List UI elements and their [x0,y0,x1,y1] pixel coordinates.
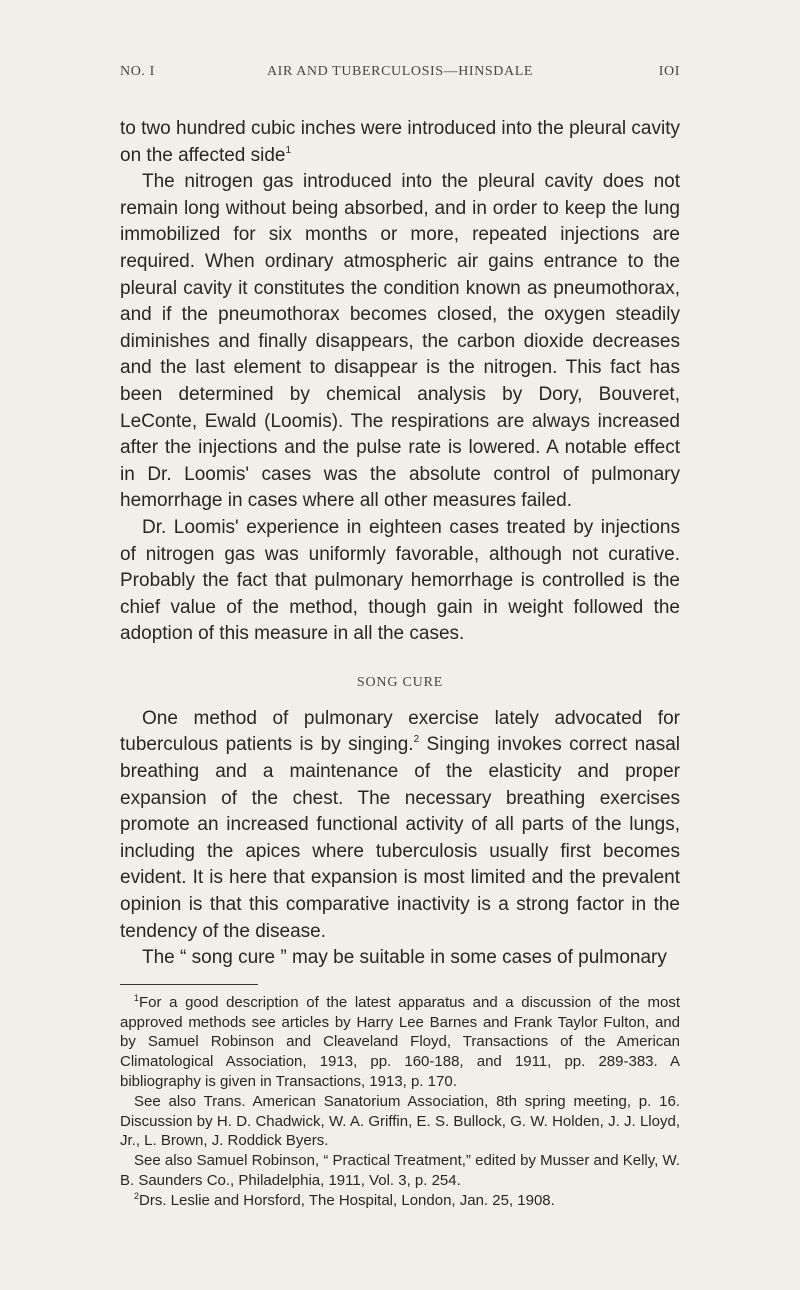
paragraph-text: to two hundred cubic inches were introduced into the pleural cavity on the affected side [120,118,680,166]
footnote: See also Samuel Robinson, “ Practical Treatment,” edited by Musser and Kelly, W. B. Saunders Co., Philadelphia, 1911, Vol. 3, p. 254. [120,1152,680,1189]
paragraph [120,116,680,169]
issue-number: NO. I [120,64,155,79]
footnote [120,993,680,1092]
paragraph: The nitrogen gas introduced into the pleural cavity does not remain long without being absorbed, and in order to keep the lung immobilized for six months or more, repeated injections are required. When ordinary atmospheric air gains entrance to the pleural cavity it constitutes the condition known as pneumothorax, and if the pneumothorax becomes closed, the oxygen steadily diminishes and finally disappears, the carbon dioxide decreases and the last element to disappear is the nitrogen. This fact has been determined by chemical analysis by Dory, Bouveret, LeConte, Ewald (Loomis). The respirations are always increased after the injections and the pulse rate is lowered. A notable effect in Dr. Loomis' cases was the absolute control of pulmonary hemorrhage in cases where all other measures failed. [120,171,680,512]
footnotes [120,993,680,1211]
paragraph [120,706,680,945]
main-text [120,116,680,1211]
footnote-marker: 1 [134,992,140,1003]
footnote-divider [120,984,258,985]
footnote-ref: 1 [285,144,292,156]
running-header [120,64,680,84]
footnote-text: Drs. Leslie and Horsford, The Hospital, London, Jan. 25, 1908. [139,1191,555,1209]
paragraph: The “ song cure ” may be suitable in some cases of pulmonary [142,947,667,969]
footnote: See also Trans. American Sanatorium Association, 8th spring meeting, p. 16. Discussion by H. D. Chadwick, W. A. Griffin, E. S. Bullock, G. W. Holden, J. J. Lloyd, Jr., L. Brown, J. Roddick Byers. [120,1092,680,1150]
footnote-marker: 2 [134,1190,140,1201]
paragraph-text: Singing invokes correct nasal breathing and a maintenance of the elasticity and proper expansion of the chest. The necessary breathing exercises promote an increased functional activity of all parts of the lungs, including the apices where tuberculosis usually first becomes evident. It is here that expansion is most limited and the prevalent opinion is that this comparative inactivity is a strong factor in the tendency of the disease. [120,734,680,942]
section-heading: SONG CURE [356,674,444,690]
paragraph: Dr. Loomis' experience in eighteen cases treated by injections of nitrogen gas was uniformly favorable, although not curative. Probably the fact that pulmonary hemorrhage is controlled is the chief value of the method, though gain in weight followed the adoption of this measure in all the cases. [120,516,680,645]
page-number: IOI [658,64,680,79]
running-title: AIR AND TUBERCULOSIS—HINSDALE [266,64,534,79]
footnote-text: For a good description of the latest apparatus and a discussion of the most approved methods see articles by Harry Lee Barnes and Frank Taylor Fulton, and by Samuel Robinson and Cleaveland Floyd, Transactions of the American Climatological Association, 1913, pp. 160-188, and 1911, pp. 289-383. A bibliography is given in Transactions, 1913, p. 170. [120,993,680,1090]
footnote-ref: 2 [413,734,420,746]
footnote [120,1191,680,1211]
paragraph-text: One method of pulmonary exercise lately advocated for tuberculous patients is by singing. [120,707,680,756]
